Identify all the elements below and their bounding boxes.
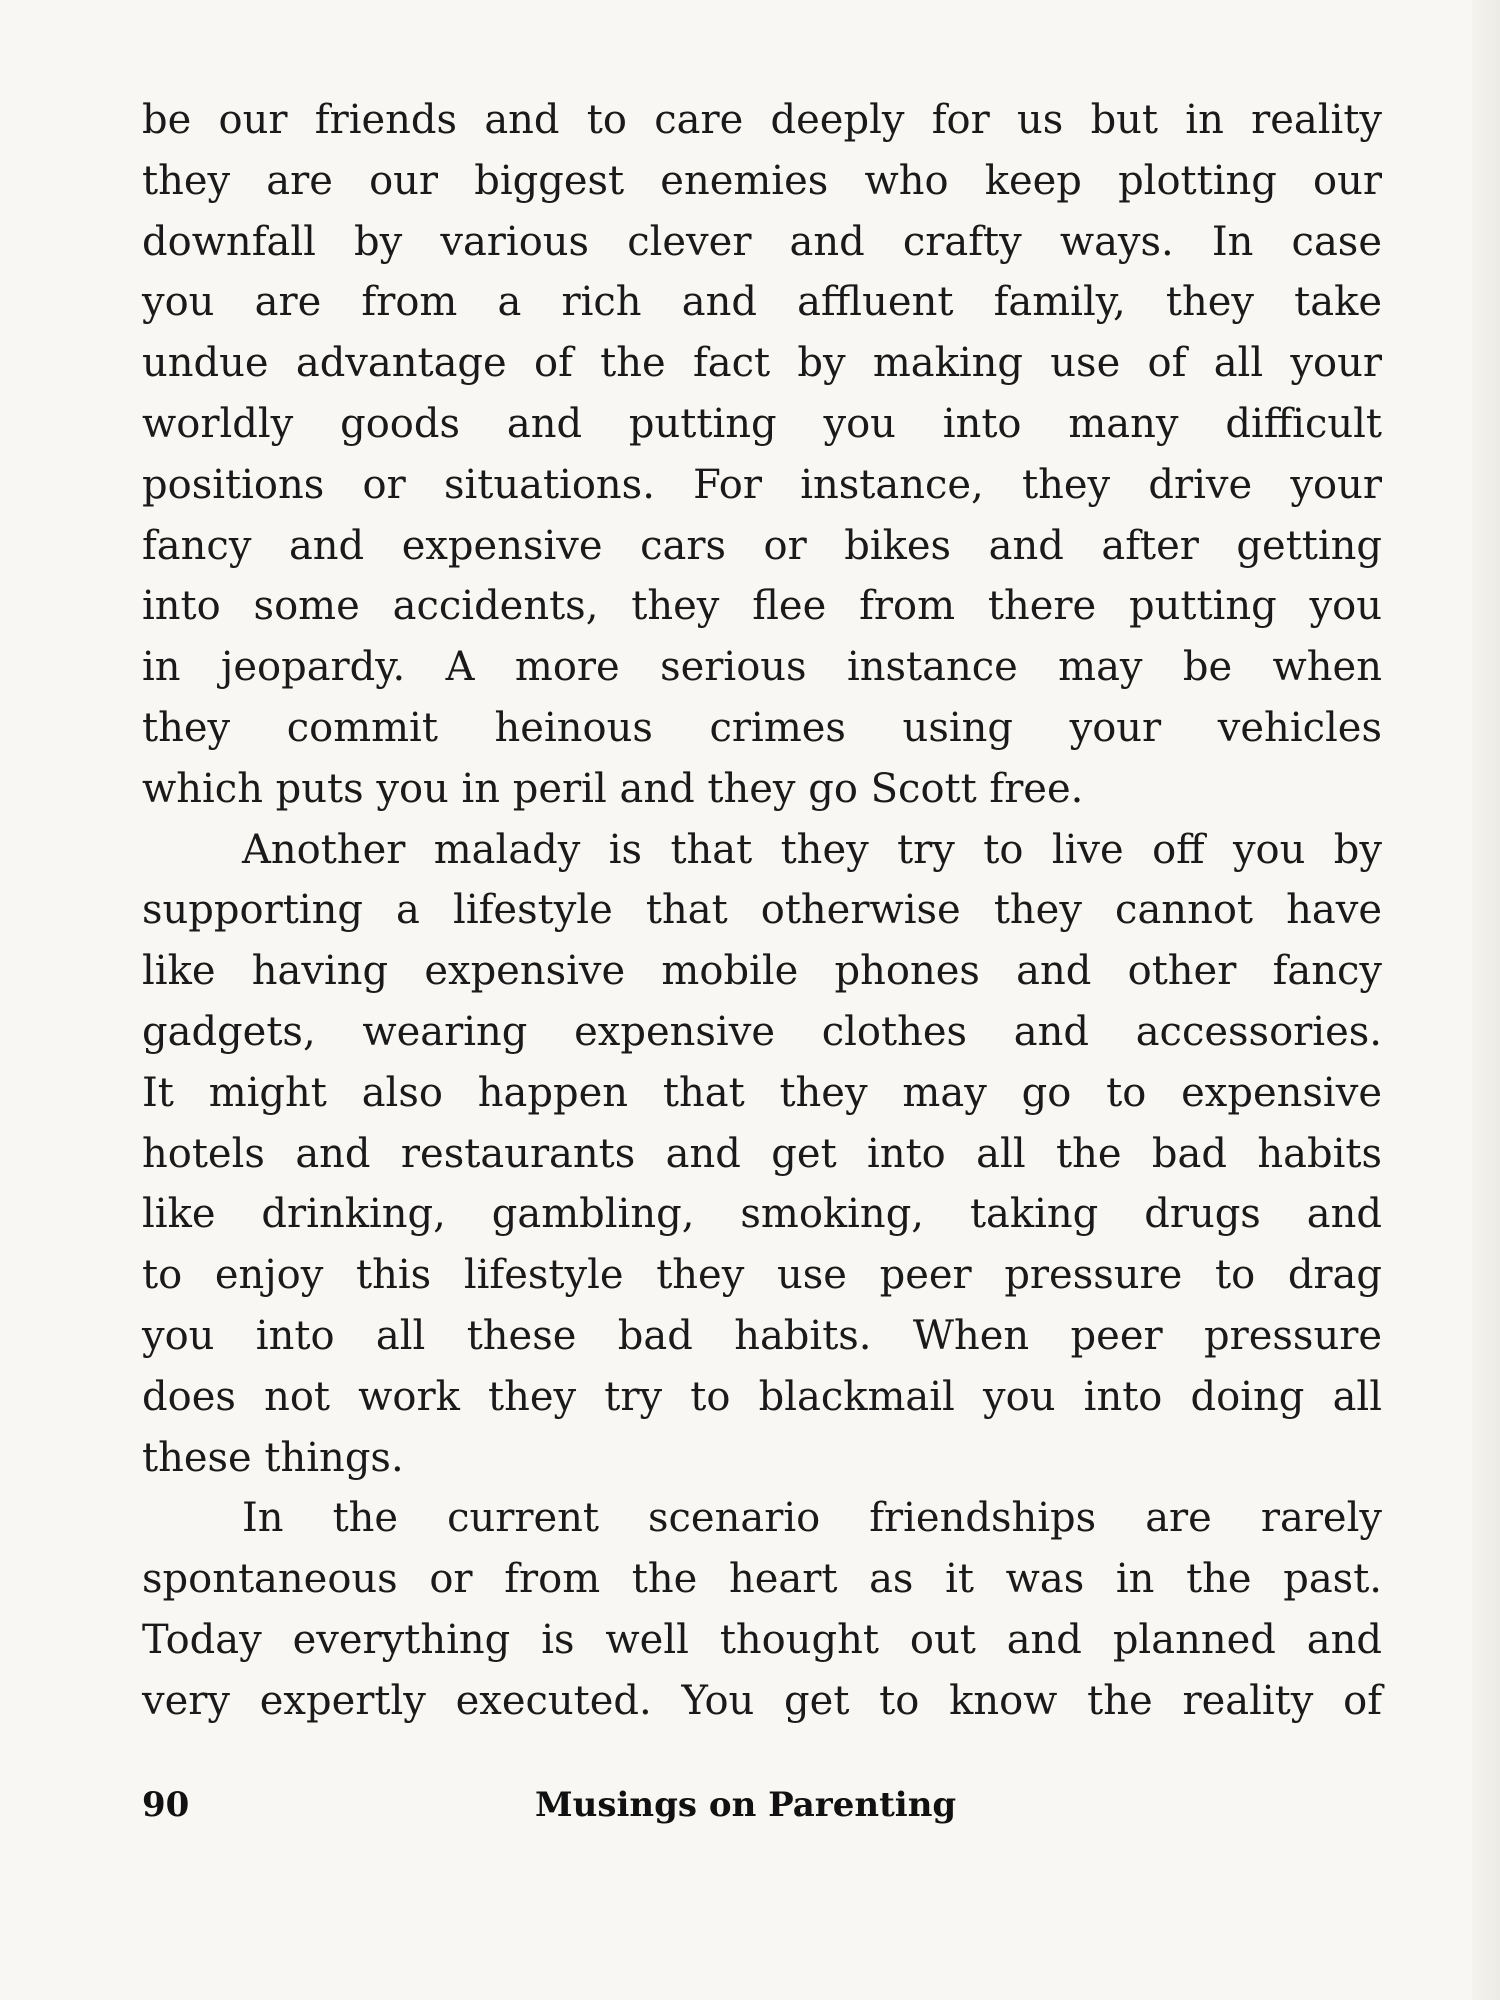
text-line: Another malady is that they try to live off you by: [242, 826, 1382, 873]
paragraph: [142, 820, 1382, 1489]
text-line: you into all these bad habits. When peer pressure: [142, 1312, 1382, 1359]
page-footer: [142, 1785, 1382, 1835]
text-line: they are our biggest enemies who keep plotting our: [142, 157, 1382, 204]
text-line: downfall by various clever and crafty ways. In case: [142, 218, 1382, 265]
text-line: very expertly executed. You get to know the reality of: [142, 1677, 1382, 1724]
text-line: hotels and restaurants and get into all the bad habits: [142, 1130, 1382, 1177]
text-line: does not work they try to blackmail you into doing all: [142, 1373, 1382, 1420]
text-line: fancy and expensive cars or bikes and after getting: [142, 522, 1382, 569]
paragraph: [142, 1488, 1382, 1731]
page-edge-shadow: [1472, 0, 1500, 2000]
text-line: they commit heinous crimes using your vehicles: [142, 704, 1382, 751]
text-line: worldly goods and putting you into many difficult: [142, 400, 1382, 447]
text-line: into some accidents, they flee from there putting you: [142, 583, 1382, 630]
text-line: In the current scenario friendships are rarely: [242, 1495, 1382, 1542]
text-line: like having expensive mobile phones and other fancy: [142, 948, 1382, 995]
running-title: Musings on Parenting: [535, 1785, 957, 1825]
text-line: supporting a lifestyle that otherwise they cannot have: [142, 887, 1382, 934]
text-line: to enjoy this lifestyle they use peer pressure to drag: [142, 1252, 1382, 1299]
text-line: Today everything is well thought out and planned and: [142, 1616, 1382, 1663]
text-line: you are from a rich and affluent family, they take: [142, 279, 1382, 326]
text-line: spontaneous or from the heart as it was in the past.: [142, 1556, 1382, 1603]
body-text: [142, 90, 1382, 1732]
text-line: like drinking, gambling, smoking, taking drugs and: [142, 1191, 1382, 1238]
text-line: positions or situations. For instance, they drive your: [142, 461, 1382, 508]
page-number: 90: [142, 1785, 190, 1825]
text-line: be our friends and to care deeply for us but in reality: [142, 97, 1382, 143]
paragraph: [142, 90, 1382, 820]
text-line: It might also happen that they may go to expensive: [142, 1069, 1382, 1116]
text-line: these things.: [142, 1434, 404, 1481]
text-line: undue advantage of the fact by making use of all your: [142, 340, 1382, 387]
text-line: in jeopardy. A more serious instance may be when: [142, 644, 1382, 691]
text-line: gadgets, wearing expensive clothes and accessories.: [142, 1008, 1382, 1055]
text-line: which puts you in peril and they go Scott free.: [142, 765, 1084, 812]
